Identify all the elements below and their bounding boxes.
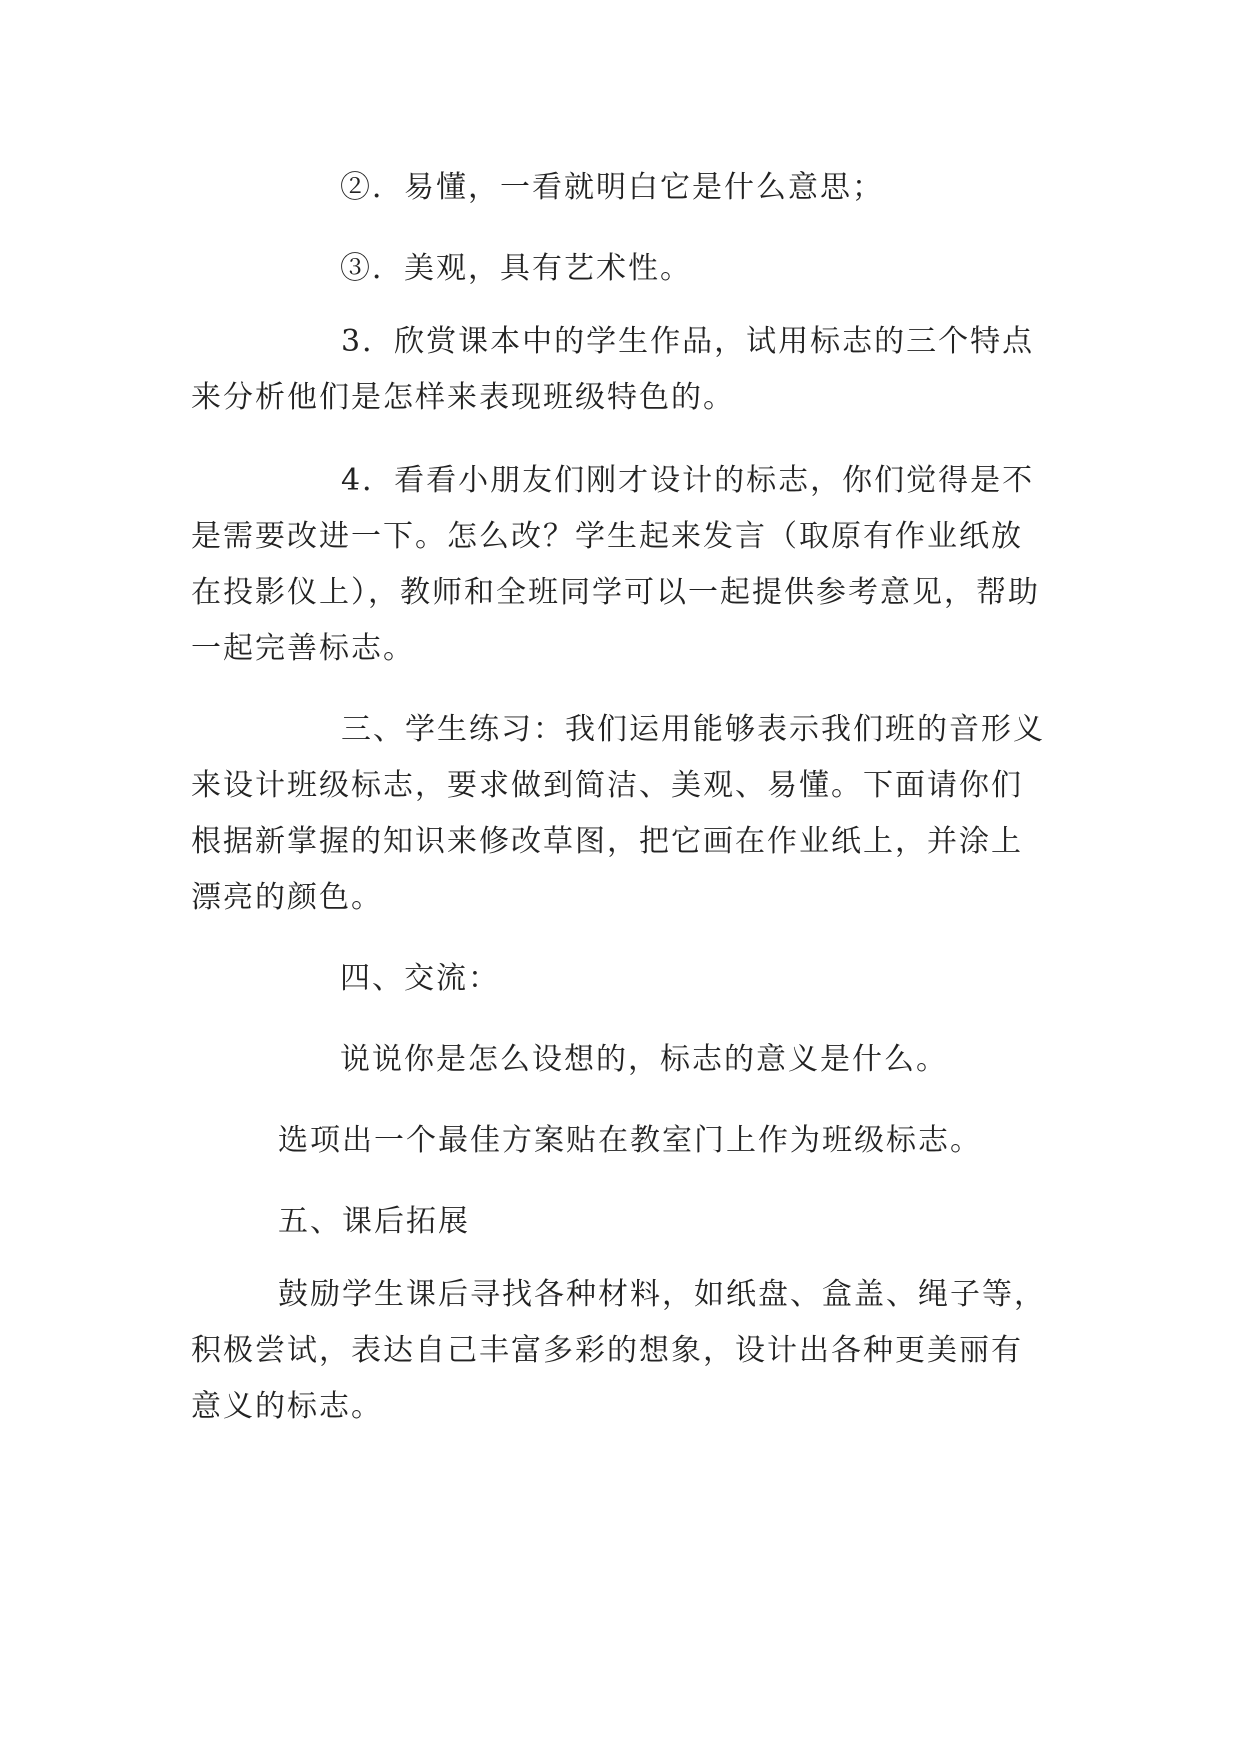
paragraph-step-4: 4．看看小朋友们刚才设计的标志，你们觉得是不是需要改进一下。怎么改？学生起来发言（取原有作业纸放在投影仪上），教师和全班同学可以一起提供参考意见，帮助一起完善标志。 (191, 463, 1040, 666)
paragraph-discuss: 说说你是怎么设想的，标志的意义是什么。 (340, 1042, 948, 1077)
paragraph-select-plan: 选项出一个最佳方案贴在教室门上作为班级标志。 (278, 1123, 982, 1158)
paragraph-point-3: ③．美观，具有艺术性。 (340, 251, 692, 286)
paragraph-step-3: 3．欣赏课本中的学生作品，试用标志的三个特点来分析他们是怎样来表现班级特色的。 (191, 324, 1035, 415)
paragraph-point-2: ②．易懂，一看就明白它是什么意思； (340, 170, 884, 205)
paragraph-student-practice: 三、学生练习：我们运用能够表示我们班的音形义来设计班级标志，要求做到简洁、美观、易懂。下面请你们根据新掌握的知识来修改草图，把它画在作业纸上，并涂上漂亮的颜色。 (191, 712, 1045, 915)
heading-exchange: 四、交流： (340, 961, 500, 996)
heading-extension: 五、课后拓展 (278, 1204, 470, 1239)
paragraph-encourage: 鼓励学生课后寻找各种材料，如纸盘、盒盖、绳子等，积极尝试，表达自己丰富多彩的想象，设计出各种更美丽有意义的标志。 (191, 1277, 1046, 1424)
